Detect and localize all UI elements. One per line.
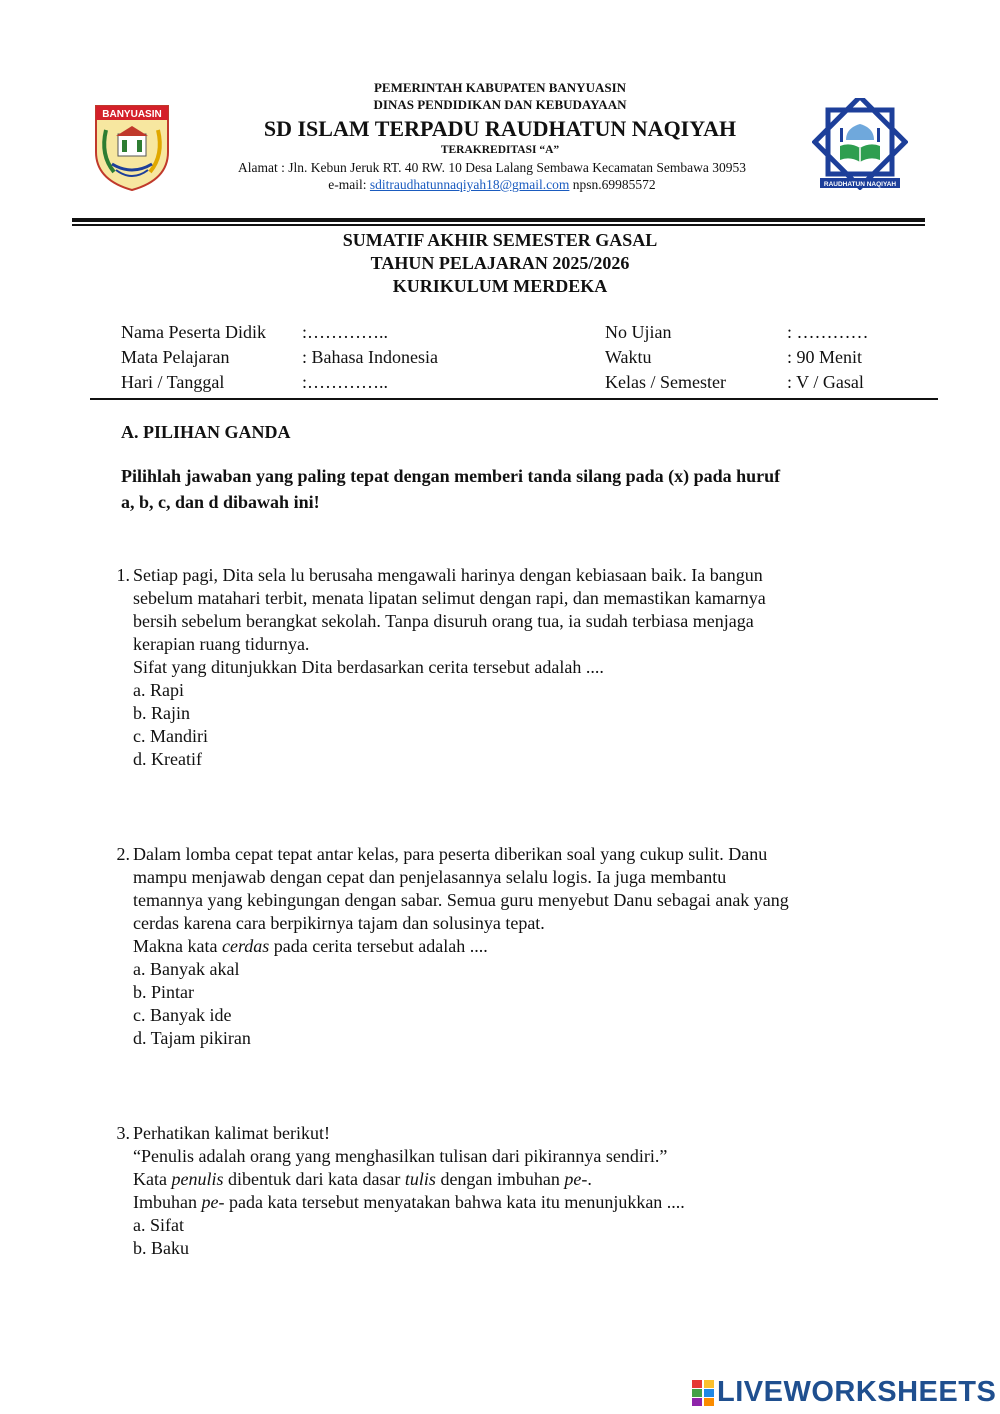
info-label-date: Hari / Tanggal: [121, 372, 225, 392]
npsn: npsn.69985572: [572, 177, 656, 192]
question-line: sebelum matahari terbit, menata lipatan selimut dengan rapi, dan memastikan kamarnya: [133, 588, 766, 608]
info-value-exam-no: : …………: [787, 322, 869, 342]
liveworksheets-watermark[interactable]: [692, 1376, 996, 1409]
option-a[interactable]: a. Banyak akal: [133, 959, 240, 979]
question-line: mampu menjawab dengan cepat dan penjelasannya selalu logis. Ia juga membantu: [133, 867, 727, 887]
info-label-exam-no: No Ujian: [605, 322, 672, 342]
question-number: 2.: [116, 844, 130, 864]
email-link[interactable]: sditraudhatunnaqiyah18@gmail.com: [369, 177, 570, 192]
question-text: [133, 843, 893, 1050]
option-a[interactable]: a. Rapi: [133, 680, 184, 700]
question-prompt: Makna kata cerdas pada cerita tersebut adalah ....: [133, 936, 488, 956]
info-label-subject: Mata Pelajaran: [121, 347, 230, 367]
question-prompt: Imbuhan pe- pada kata tersebut menyatakan bahwa kata itu menunjukkan ....: [133, 1192, 685, 1212]
info-divider: [90, 398, 938, 400]
question-line: Perhatikan kalimat berikut!: [133, 1123, 330, 1143]
info-value-name: :…………..: [302, 322, 389, 342]
option-d[interactable]: d. Kreatif: [133, 749, 202, 769]
exam-title-2: TAHUN PELAJARAN 2025/2026: [370, 253, 630, 273]
info-label-name: Nama Peserta Didik: [121, 322, 266, 342]
address: Alamat : Jln. Kebun Jeruk RT. 40 RW. 10 Desa Lalang Sembawa Kecamatan Sembawa 30953: [238, 160, 746, 175]
question-line: Kata penulis dibentuk dari kata dasar tulis dengan imbuhan pe-.: [133, 1169, 592, 1189]
question-line: temannya yang kebingungan dengan sabar. Semua guru menyebut Danu sebagai anak yang: [133, 890, 789, 910]
info-value-class: : V / Gasal: [787, 372, 864, 392]
option-b[interactable]: b. Pintar: [133, 982, 194, 1002]
accreditation: TERAKREDITASI “A”: [440, 144, 560, 156]
exam-title-1: SUMATIF AKHIR SEMESTER GASAL: [342, 230, 658, 250]
dept-name: DINAS PENDIDIKAN DAN KEBUDAYAAN: [373, 97, 627, 112]
school-logo-icon: [812, 98, 908, 190]
exam-title-3: KURIKULUM MERDEKA: [392, 276, 608, 296]
question-number: 1.: [116, 565, 130, 585]
question-line: bersih sebelum berangkat sekolah. Tanpa disuruh orang tua, ia sudah terbiasa menjaga: [133, 611, 754, 631]
info-value-subject: : Bahasa Indonesia: [302, 347, 438, 367]
question-line: cerdas karena cara berpikirnya tajam dan solusinya tepat.: [133, 913, 545, 933]
question-line: Setiap pagi, Dita sela lu berusaha mengawali harinya dengan kebiasaan baik. Ia bangun: [133, 565, 763, 585]
header-rule-thick: [72, 218, 925, 222]
option-b[interactable]: b. Baku: [133, 1238, 189, 1258]
school-name: SD ISLAM TERPADU RAUDHATUN NAQIYAH: [263, 116, 737, 141]
question-number: 3.: [116, 1123, 130, 1143]
question-text: [133, 1122, 893, 1260]
question-prompt: Sifat yang ditunjukkan Dita berdasarkan cerita tersebut adalah ....: [133, 657, 604, 677]
question-text: [133, 564, 893, 771]
info-label-time: Waktu: [605, 347, 652, 367]
option-b[interactable]: b. Rajin: [133, 703, 190, 723]
emblem-text: BANYUASIN: [102, 109, 162, 120]
info-value-time: : 90 Menit: [787, 347, 862, 367]
info-value-date: :…………..: [302, 372, 389, 392]
liveworksheets-logo-icon: [692, 1380, 714, 1406]
emphasized-word: cerdas: [221, 936, 270, 956]
info-label-class: Kelas / Semester: [605, 372, 726, 392]
watermark-text: LIVEWORKSHEETS: [717, 1376, 997, 1408]
section-heading: A. PILIHAN GANDA: [121, 422, 291, 442]
email-label: e-mail:: [328, 177, 367, 192]
option-c[interactable]: c. Banyak ide: [133, 1005, 232, 1025]
option-d[interactable]: d. Tajam pikiran: [133, 1028, 251, 1048]
instruction-line-2: a, b, c, dan d dibawah ini!: [121, 492, 320, 512]
option-c[interactable]: c. Mandiri: [133, 726, 208, 746]
question-line: Dalam lomba cepat tepat antar kelas, para peserta diberikan soal yang cukup sulit. Danu: [133, 844, 768, 864]
question-line: kerapian ruang tidurnya.: [133, 634, 310, 654]
option-a[interactable]: a. Sifat: [133, 1215, 184, 1235]
header-rule-thin: [72, 224, 925, 226]
school-logo-text: RAUDHATUN NAQIYAH: [823, 181, 897, 188]
gov-name: PEMERINTAH KABUPATEN BANYUASIN: [373, 80, 627, 95]
instruction-line-1: Pilihlah jawaban yang paling tepat dengan memberi tanda silang pada (x) pada huruf: [121, 466, 781, 486]
quoted-sentence: “Penulis adalah orang yang menghasilkan tulisan dari pikirannya sendiri.”: [133, 1146, 668, 1166]
